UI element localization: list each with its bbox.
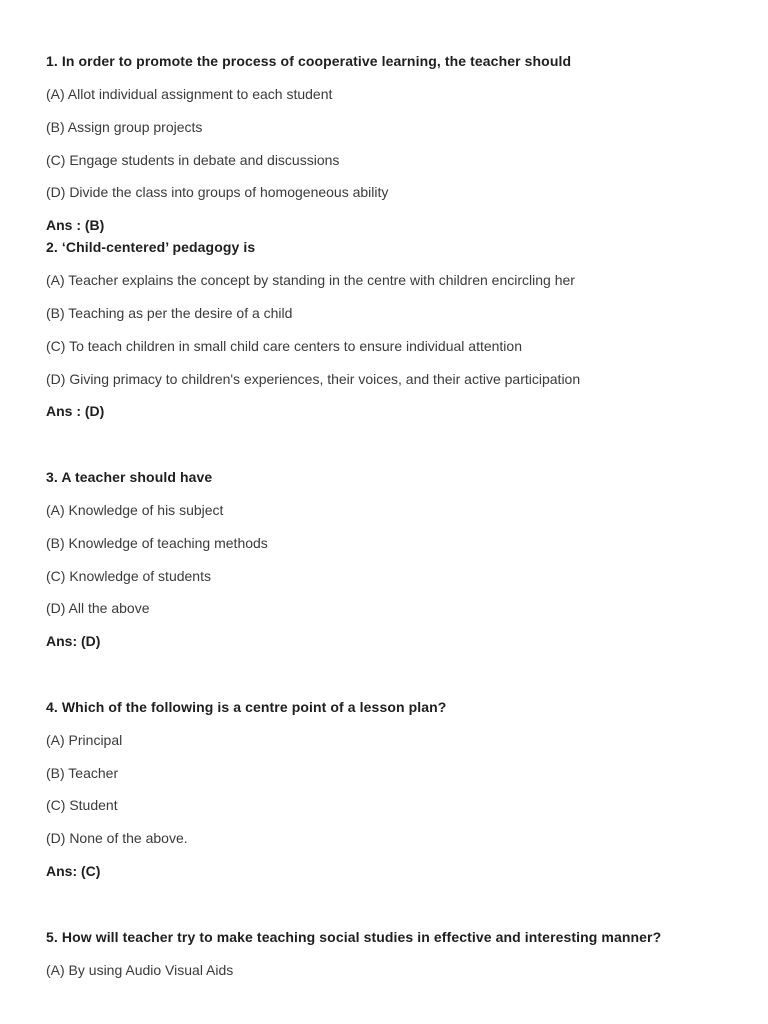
question-5: 5. How will teacher try to make teaching social studies in effective and interesting manner?	[46, 929, 662, 945]
q4-option-c: (C) Student	[46, 797, 118, 813]
q5-option-a: (A) By using Audio Visual Aids	[46, 962, 234, 978]
q2-option-a: (A) Teacher explains the concept by standing in the centre with children encircling her	[46, 272, 575, 288]
question-2: 2. ‘Child-centered’ pedagogy is	[46, 239, 256, 255]
q3-option-a: (A) Knowledge of his subject	[46, 502, 224, 518]
q1-option-a: (A) Allot individual assignment to each student	[46, 86, 333, 102]
q2-option-d: (D) Giving primacy to children's experiences, their voices, and their active participation	[46, 371, 581, 387]
q3-option-b: (B) Knowledge of teaching methods	[46, 535, 268, 551]
q1-option-c: (C) Engage students in debate and discussions	[46, 152, 340, 168]
q1-option-b: (B) Assign group projects	[46, 119, 203, 135]
q4-answer: Ans: (C)	[46, 863, 101, 879]
q2-answer: Ans : (D)	[46, 403, 105, 419]
question-4: 4. Which of the following is a centre point of a lesson plan?	[46, 699, 447, 715]
q4-option-d: (D) None of the above.	[46, 830, 188, 846]
question-3: 3. A teacher should have	[46, 469, 213, 485]
q3-answer: Ans: (D)	[46, 633, 101, 649]
q1-answer: Ans : (B)	[46, 217, 105, 233]
q3-option-d: (D) All the above	[46, 600, 150, 616]
q2-option-b: (B) Teaching as per the desire of a child	[46, 305, 293, 321]
q4-option-b: (B) Teacher	[46, 765, 119, 781]
q3-option-c: (C) Knowledge of students	[46, 568, 211, 584]
q4-option-a: (A) Principal	[46, 732, 123, 748]
q2-option-c: (C) To teach children in small child care centers to ensure individual attention	[46, 338, 522, 354]
q1-option-d: (D) Divide the class into groups of homogeneous ability	[46, 184, 389, 200]
question-1: 1. In order to promote the process of cooperative learning, the teacher should	[46, 53, 572, 69]
